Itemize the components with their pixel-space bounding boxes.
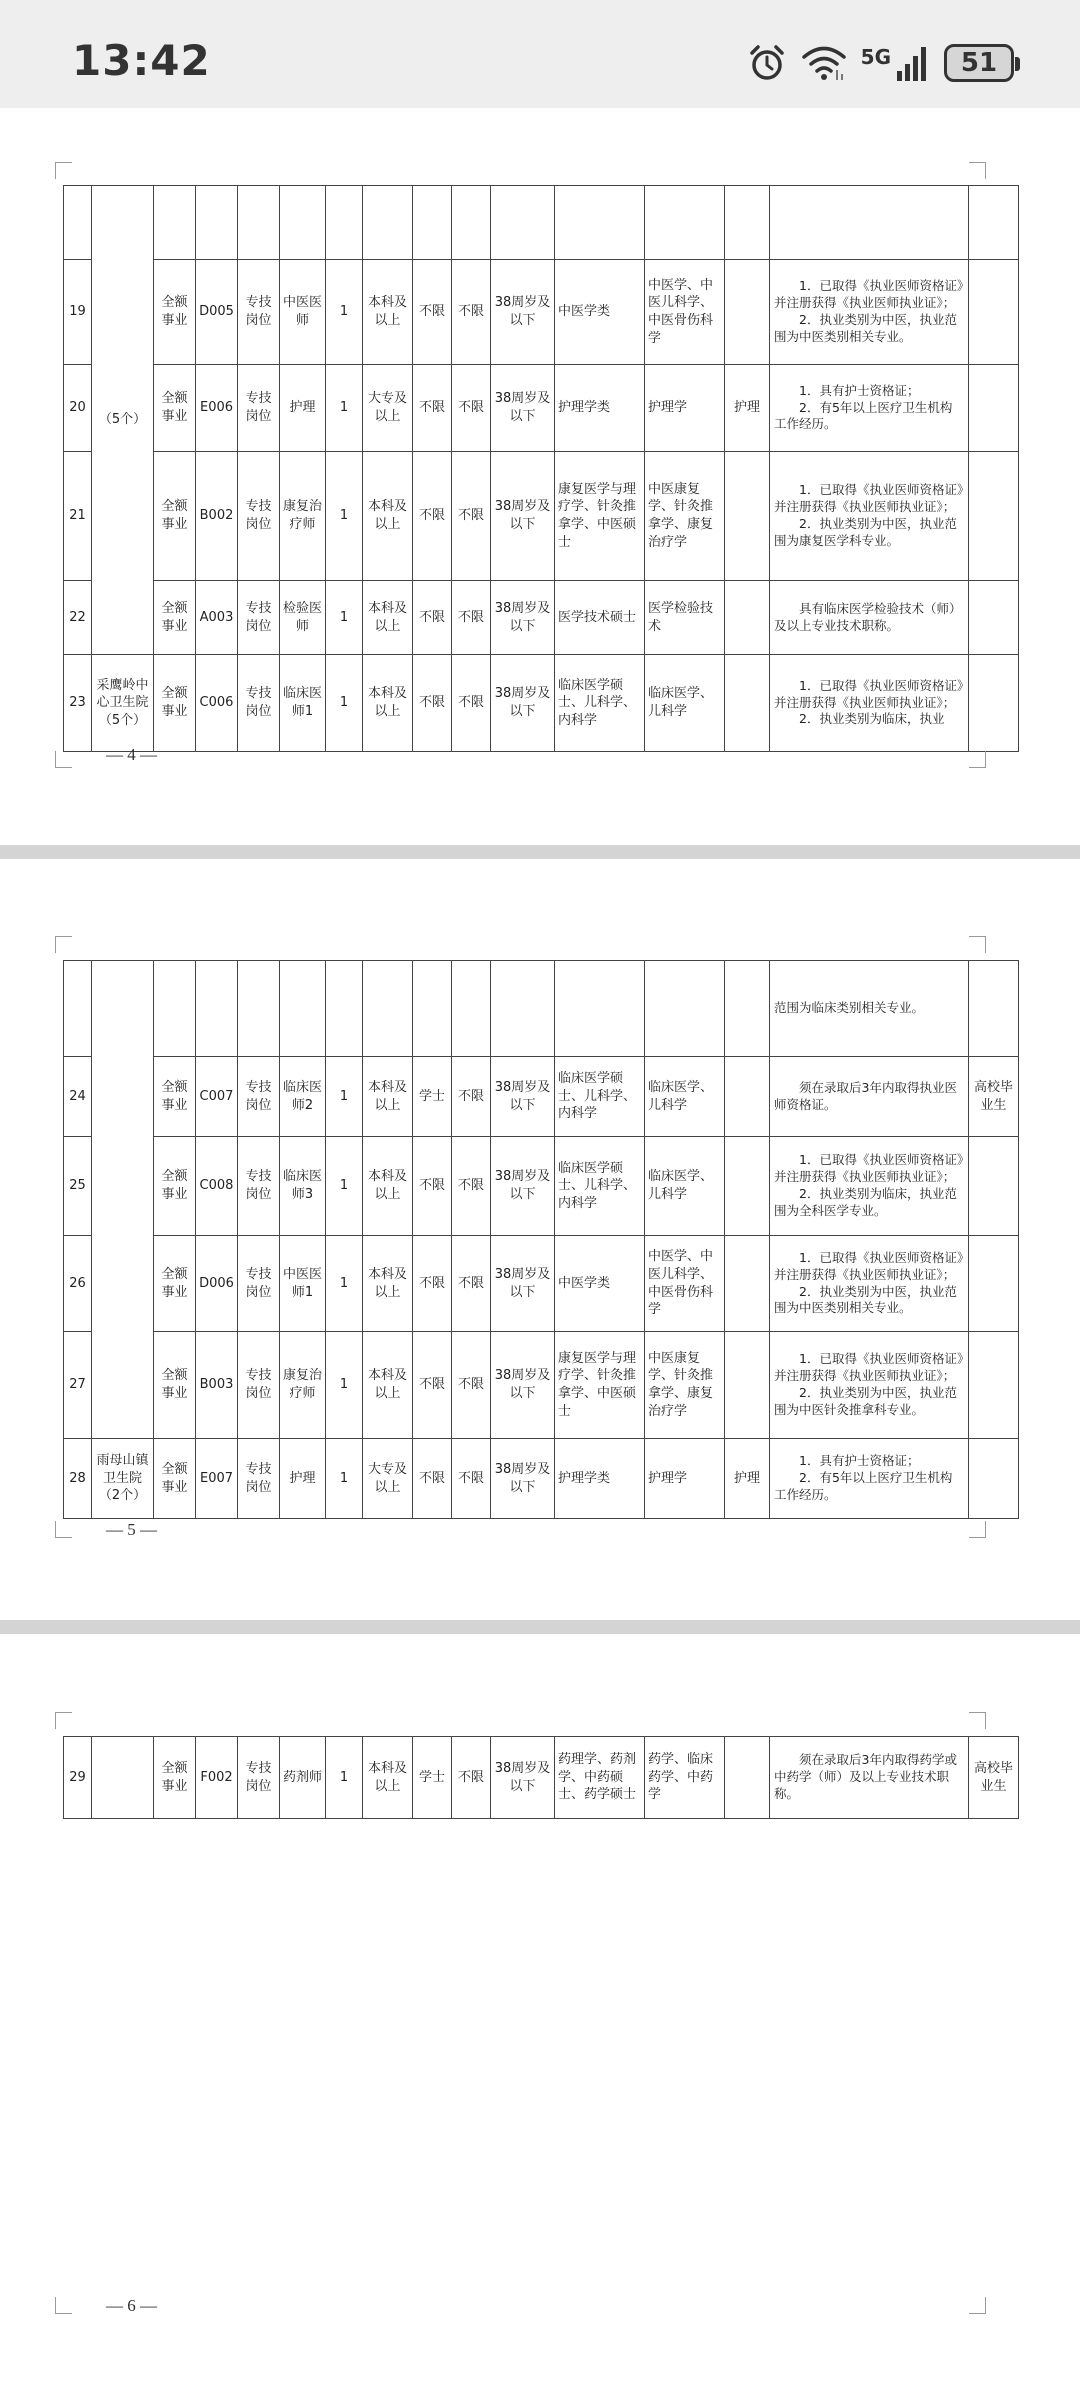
recruitment-table-page6: [63, 1736, 1019, 1819]
table-cell: 不限: [413, 1236, 452, 1332]
table-cell: 1: [326, 1057, 363, 1137]
table-cell: 本科及以上: [363, 1137, 413, 1236]
table-cell: 29: [64, 1737, 92, 1819]
table-cell: 本科及以上: [363, 260, 413, 365]
table-cell: 专技岗位: [238, 1439, 280, 1519]
table-cell: 护理: [725, 1439, 770, 1519]
table-cell: [413, 961, 452, 1057]
table-cell: [280, 961, 326, 1057]
table-cell: 护理学类: [555, 1439, 645, 1519]
table-cell: 23: [64, 655, 92, 752]
table-cell: 药剂师: [280, 1737, 326, 1819]
table-cell: [770, 581, 969, 655]
table-cell: 不限: [452, 1439, 491, 1519]
table-cell: 不限: [413, 365, 452, 452]
requirement-line: 1．已取得《执业医师资格证》并注册获得《执业医师执业证》；: [774, 1152, 964, 1185]
table-cell: [770, 260, 969, 365]
table-cell: 28: [64, 1439, 92, 1519]
table-row: [64, 1137, 1019, 1236]
table-cell: 不限: [452, 452, 491, 581]
table-cell: [969, 452, 1019, 581]
page-number: — 5 —: [106, 1520, 157, 1539]
table-cell: [196, 186, 238, 260]
table-cell: 中医学类: [555, 1236, 645, 1332]
table-cell: 临床医师1: [280, 655, 326, 752]
table-cell: [969, 365, 1019, 452]
table-cell: 护理: [280, 1439, 326, 1519]
table-cell: 专技岗位: [238, 1057, 280, 1137]
page-corner-mark: [55, 751, 72, 768]
requirement-line: 2．有5年以上医疗卫生机构工作经历。: [774, 399, 953, 432]
table-cell: 27: [64, 1332, 92, 1439]
table-cell: [725, 581, 770, 655]
table-row: [64, 1057, 1019, 1137]
table-cell: 不限: [413, 1439, 452, 1519]
table-cell: 全额事业: [154, 1332, 196, 1439]
table-cell: 康复治疗师: [280, 452, 326, 581]
table-cell: 中医学、中医儿科学、中医骨伤科学: [645, 1236, 725, 1332]
table-cell: 不限: [413, 581, 452, 655]
table-cell: 38周岁及以下: [491, 581, 555, 655]
page-number: — 4 —: [106, 745, 157, 764]
table-cell: [770, 961, 969, 1057]
table-cell: E007: [196, 1439, 238, 1519]
table-cell: [725, 186, 770, 260]
table-cell: 医学技术硕士: [555, 581, 645, 655]
table-cell: 全额事业: [154, 1236, 196, 1332]
table-row: [64, 581, 1019, 655]
table-cell: [770, 1439, 969, 1519]
table-cell: [969, 655, 1019, 752]
requirement-line: 2．有5年以上医疗卫生机构工作经历。: [774, 1470, 953, 1502]
table-cell: 21: [64, 452, 92, 581]
requirement-line: 1．具有护士资格证；: [799, 1453, 920, 1469]
table-cell: 大专及以上: [363, 365, 413, 452]
table-row: [64, 1737, 1019, 1819]
status-bar: [0, 0, 1080, 108]
table-cell: [363, 961, 413, 1057]
recruitment-table-page4: [63, 185, 1019, 752]
table-cell: [196, 961, 238, 1057]
table-row: [64, 961, 1019, 1057]
table-cell: [725, 1137, 770, 1236]
table-cell: 本科及以上: [363, 581, 413, 655]
table-cell: [770, 452, 969, 581]
table-cell: 不限: [452, 1236, 491, 1332]
table-row: [64, 1439, 1019, 1519]
table-cell: [280, 186, 326, 260]
page-corner-mark: [969, 1712, 986, 1729]
table-cell: 38周岁及以下: [491, 1439, 555, 1519]
table-cell: 临床医师3: [280, 1137, 326, 1236]
table-cell: 不限: [413, 655, 452, 752]
unit-cell: 采鹰岭中心卫生院（5个）: [92, 655, 154, 752]
table-cell: 临床医学、儿科学: [645, 1057, 725, 1137]
table-cell: [555, 961, 645, 1057]
table-cell: [725, 961, 770, 1057]
table-cell: 全额事业: [154, 452, 196, 581]
unit-cell: （5个）: [92, 186, 154, 655]
table-cell: 护理学: [645, 365, 725, 452]
table-cell: [154, 961, 196, 1057]
requirement-line: 1．已取得《执业医师资格证》并注册获得《执业医师执业证》；: [774, 278, 964, 311]
table-cell: 专技岗位: [238, 1737, 280, 1819]
table-row: [64, 186, 1019, 260]
table-row: [64, 365, 1019, 452]
table-cell: 本科及以上: [363, 1236, 413, 1332]
table-cell: 专技岗位: [238, 260, 280, 365]
table-cell: [154, 186, 196, 260]
table-row: [64, 452, 1019, 581]
table-cell: [452, 961, 491, 1057]
table-cell: 本科及以上: [363, 452, 413, 581]
alarm-icon: [747, 43, 787, 83]
table-cell: 1: [326, 1439, 363, 1519]
unit-cell: 雨母山镇卫生院（2个）: [92, 1439, 154, 1519]
table-cell: F002: [196, 1737, 238, 1819]
network-type-label: 5G: [860, 45, 891, 69]
table-cell: 1: [326, 1137, 363, 1236]
table-cell: 全额事业: [154, 1057, 196, 1137]
table-cell: B002: [196, 452, 238, 581]
table-cell: A003: [196, 581, 238, 655]
table-cell: 专技岗位: [238, 1236, 280, 1332]
table-cell: [326, 961, 363, 1057]
table-cell: 临床医学、儿科学: [645, 655, 725, 752]
table-cell: [770, 1737, 969, 1819]
table-cell: 医学检验技术: [645, 581, 725, 655]
table-cell: [238, 186, 280, 260]
page-corner-mark: [969, 751, 986, 768]
table-cell: [770, 655, 969, 752]
page-number: — 6 —: [106, 2296, 157, 2315]
table-cell: 临床医学硕士、儿科学、内科学: [555, 1137, 645, 1236]
requirement-line: 1．已取得《执业医师资格证》并注册获得《执业医师执业证》；: [774, 677, 964, 710]
table-cell: [64, 186, 92, 260]
table-cell: [770, 1332, 969, 1439]
table-cell: 1: [326, 581, 363, 655]
table-cell: 20: [64, 365, 92, 452]
table-cell: 1: [326, 655, 363, 752]
table-cell: [413, 186, 452, 260]
table-cell: 专技岗位: [238, 452, 280, 581]
table-cell: 药理学、药剂学、中药硕士、药学硕士: [555, 1737, 645, 1819]
status-time: 13:42: [72, 36, 211, 85]
table-cell: [645, 186, 725, 260]
table-cell: [725, 452, 770, 581]
wifi-icon: [801, 44, 847, 82]
table-cell: 不限: [413, 452, 452, 581]
table-cell: 不限: [413, 1332, 452, 1439]
table-cell: 本科及以上: [363, 1057, 413, 1137]
page-corner-mark: [969, 1521, 986, 1538]
requirement-line: 2．执业类别为临床，执业范围为全科医学专业。: [774, 1186, 957, 1218]
table-cell: 药学、临床药学、中药学: [645, 1737, 725, 1819]
battery-level: 51: [960, 48, 998, 78]
table-cell: [725, 655, 770, 752]
table-cell: 专技岗位: [238, 1332, 280, 1439]
table-cell: [725, 260, 770, 365]
page-corner-mark: [55, 162, 72, 179]
table-cell: 专技岗位: [238, 655, 280, 752]
table-cell: 1: [326, 1332, 363, 1439]
table-cell: 康复医学与理疗学、针灸推拿学、中医硕士: [555, 452, 645, 581]
table-cell: 高校毕业生: [969, 1057, 1019, 1137]
table-cell: [969, 1137, 1019, 1236]
table-cell: 本科及以上: [363, 1737, 413, 1819]
requirement-line: 2．执业类别为中医，执业范围为中医类别相关专业。: [774, 1283, 957, 1316]
table-cell: E006: [196, 365, 238, 452]
table-row: [64, 1332, 1019, 1439]
table-cell: 1: [326, 1236, 363, 1332]
page-corner-mark: [969, 162, 986, 179]
table-cell: [238, 961, 280, 1057]
table-cell: 全额事业: [154, 655, 196, 752]
requirement-line: 2．执业类别为中医，执业范围为中医针灸推拿科专业。: [774, 1385, 957, 1417]
table-cell: 25: [64, 1137, 92, 1236]
table-cell: 38周岁及以下: [491, 1737, 555, 1819]
table-cell: [555, 186, 645, 260]
page-corner-mark: [55, 1521, 72, 1538]
table-cell: 不限: [452, 581, 491, 655]
table-cell: 学士: [413, 1737, 452, 1819]
requirement-line: 2．执业类别为中医，执业范围为中医类别相关专业。: [774, 312, 957, 344]
table-cell: 1: [326, 260, 363, 365]
table-cell: 康复医学与理疗学、针灸推拿学、中医硕士: [555, 1332, 645, 1439]
table-row: [64, 655, 1019, 752]
table-cell: [770, 1236, 969, 1332]
table-cell: 临床医学硕士、儿科学、内科学: [555, 655, 645, 752]
table-cell: [969, 1236, 1019, 1332]
table-cell: 不限: [452, 1137, 491, 1236]
table-cell: 22: [64, 581, 92, 655]
table-cell: 专技岗位: [238, 581, 280, 655]
table-cell: 不限: [452, 1332, 491, 1439]
requirement-line: 2．执业类别为临床，执业: [799, 711, 945, 727]
table-cell: [770, 1137, 969, 1236]
table-cell: 38周岁及以下: [491, 365, 555, 452]
table-cell: [969, 260, 1019, 365]
table-cell: 学士: [413, 1057, 452, 1137]
table-cell: 不限: [413, 1137, 452, 1236]
signal-bars-icon: [896, 45, 930, 81]
table-cell: 不限: [452, 365, 491, 452]
table-cell: 中医医师1: [280, 1236, 326, 1332]
table-cell: [969, 581, 1019, 655]
table-cell: 38周岁及以下: [491, 452, 555, 581]
table-cell: 护理: [725, 365, 770, 452]
page-separator: [0, 1620, 1080, 1634]
table-cell: 中医医师: [280, 260, 326, 365]
table-cell: 1: [326, 452, 363, 581]
table-cell: 中医学类: [555, 260, 645, 365]
requirement-line: 1．已取得《执业医师资格证》并注册获得《执业医师执业证》；: [774, 1249, 964, 1282]
table-cell: 38周岁及以下: [491, 1057, 555, 1137]
requirement-line: 2．执业类别为中医，执业范围为康复医学科专业。: [774, 516, 957, 548]
table-cell: [770, 365, 969, 452]
table-cell: [64, 961, 92, 1057]
table-cell: 19: [64, 260, 92, 365]
table-cell: 本科及以上: [363, 655, 413, 752]
table-cell: 全额事业: [154, 260, 196, 365]
table-cell: C007: [196, 1057, 238, 1137]
table-cell: [92, 1737, 154, 1819]
table-cell: 临床医学、儿科学: [645, 1137, 725, 1236]
table-cell: [969, 1439, 1019, 1519]
page-corner-mark: [55, 936, 72, 953]
recruitment-table-page5: [63, 960, 1019, 1519]
table-cell: 38周岁及以下: [491, 655, 555, 752]
table-cell: 高校毕业生: [969, 1737, 1019, 1819]
table-cell: [491, 186, 555, 260]
table-cell: 38周岁及以下: [491, 260, 555, 365]
page-corner-mark: [55, 1712, 72, 1729]
battery-icon: [944, 44, 1014, 82]
status-icons: [747, 40, 1014, 86]
requirement-line: 1．已取得《执业医师资格证》并注册获得《执业医师执业证》；: [774, 1351, 964, 1384]
table-cell: 1: [326, 365, 363, 452]
cellular-signal: [861, 45, 930, 81]
table-cell: [969, 186, 1019, 260]
table-cell: 全额事业: [154, 1137, 196, 1236]
table-cell: 38周岁及以下: [491, 1332, 555, 1439]
table-cell: [645, 961, 725, 1057]
table-cell: 大专及以上: [363, 1439, 413, 1519]
table-cell: D005: [196, 260, 238, 365]
table-cell: [969, 961, 1019, 1057]
table-cell: 护理: [280, 365, 326, 452]
table-cell: 中医学、中医儿科学、中医骨伤科学: [645, 260, 725, 365]
table-cell: 不限: [452, 655, 491, 752]
table-cell: 康复治疗师: [280, 1332, 326, 1439]
requirement-line: 须在录取后3年内取得药学或中药学（师）及以上专业技术职称。: [774, 1752, 957, 1801]
table-cell: 不限: [413, 260, 452, 365]
table-cell: [770, 1057, 969, 1137]
table-cell: B003: [196, 1332, 238, 1439]
table-cell: 本科及以上: [363, 1332, 413, 1439]
table-cell: 专技岗位: [238, 1137, 280, 1236]
table-cell: 不限: [452, 1737, 491, 1819]
table-cell: [92, 961, 154, 1439]
table-cell: [326, 186, 363, 260]
table-cell: 护理学: [645, 1439, 725, 1519]
table-cell: 中医康复学、针灸推拿学、康复治疗学: [645, 452, 725, 581]
table-cell: [363, 186, 413, 260]
page-corner-mark: [55, 2297, 72, 2314]
table-cell: C006: [196, 655, 238, 752]
table-cell: [725, 1332, 770, 1439]
table-cell: 专技岗位: [238, 365, 280, 452]
table-cell: 全额事业: [154, 365, 196, 452]
table-cell: [491, 961, 555, 1057]
table-cell: C008: [196, 1137, 238, 1236]
table-cell: [725, 1737, 770, 1819]
page-separator: [0, 845, 1080, 859]
page-corner-mark: [969, 2297, 986, 2314]
table-cell: D006: [196, 1236, 238, 1332]
table-cell: 1: [326, 1737, 363, 1819]
page-corner-mark: [969, 936, 986, 953]
table-row: [64, 1236, 1019, 1332]
table-cell: 38周岁及以下: [491, 1137, 555, 1236]
requirement-line: 须在录取后3年内取得执业医师资格证。: [774, 1079, 957, 1112]
table-cell: [725, 1236, 770, 1332]
table-cell: [452, 186, 491, 260]
requirement-line: 范围为临床类别相关专业。: [774, 1000, 925, 1016]
table-cell: [725, 1057, 770, 1137]
table-cell: 护理学类: [555, 365, 645, 452]
requirement-line: 1．具有护士资格证；: [799, 382, 920, 398]
table-cell: 临床医师2: [280, 1057, 326, 1137]
requirement-line: 具有临床医学检验技术（师）及以上专业技术职称。: [774, 600, 962, 633]
table-cell: 检验医师: [280, 581, 326, 655]
table-cell: 38周岁及以下: [491, 1236, 555, 1332]
table-cell: [969, 1332, 1019, 1439]
table-cell: 不限: [452, 260, 491, 365]
table-cell: 全额事业: [154, 1439, 196, 1519]
table-row: [64, 260, 1019, 365]
table-cell: [770, 186, 969, 260]
requirement-line: 1．已取得《执业医师资格证》并注册获得《执业医师执业证》；: [774, 482, 964, 515]
table-cell: 全额事业: [154, 581, 196, 655]
table-cell: 24: [64, 1057, 92, 1137]
table-cell: 不限: [452, 1057, 491, 1137]
table-cell: 26: [64, 1236, 92, 1332]
table-cell: 临床医学硕士、儿科学、内科学: [555, 1057, 645, 1137]
table-cell: 中医康复学、针灸推拿学、康复治疗学: [645, 1332, 725, 1439]
table-cell: 全额事业: [154, 1737, 196, 1819]
